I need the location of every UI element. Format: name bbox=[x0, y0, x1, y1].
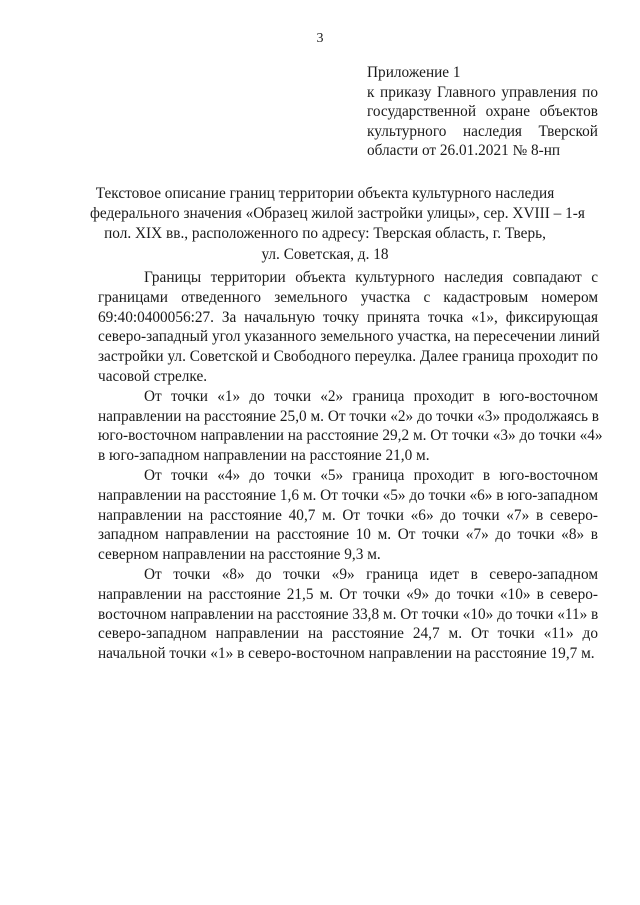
appendix-line: государственной охране объектов bbox=[367, 103, 598, 121]
text-line: направлении на расстояние 25,0 м. От точки «2» до точки «3» продолжаясь в bbox=[98, 407, 600, 425]
text-line: северо-западный угол указанного земельного участка, на пересечении линий bbox=[98, 328, 600, 346]
text-line: юго-восточном направлении на расстояние 29,2 м. От точки «3» до точки «4» bbox=[98, 427, 603, 445]
page-number: 3 bbox=[316, 31, 324, 46]
document-body bbox=[98, 268, 603, 664]
appendix-line: Приложение 1 bbox=[367, 64, 461, 81]
title-line: пол. XIX вв., расположенного по адресу: Тверская область, г. Тверь, bbox=[104, 225, 546, 243]
text-line: часовой стрелке. bbox=[98, 367, 208, 385]
text-line: От точки «1» до точки «2» граница проходит в юго-восточном bbox=[144, 387, 598, 405]
text-line: От точки «4» до точки «5» граница проходит в юго-восточном bbox=[144, 466, 598, 484]
document-title bbox=[90, 184, 585, 265]
text-line: 69:40:0400056:27. За начальную точку принята точка «1», фиксирующая bbox=[98, 308, 598, 326]
paragraph-points-8-1 bbox=[98, 565, 598, 664]
text-line: северо-западном направлении на расстояние 24,7 м. От точки «11» до bbox=[98, 625, 598, 643]
title-line: федерального значения «Образец жилой застройки улицы», сер. XVIII – 1-я bbox=[90, 205, 585, 223]
text-line: От точки «8» до точки «9» граница идет в северо-западном bbox=[144, 565, 598, 583]
title-line: ул. Советская, д. 18 bbox=[261, 245, 389, 263]
text-line: Границы территории объекта культурного наследия совпадают с bbox=[144, 269, 598, 286]
text-line: северном направлении на расстояние 9,3 м. bbox=[98, 546, 381, 564]
text-line: направлении на расстояние 40,7 м. От точки «6» до точки «7» в северо- bbox=[98, 506, 598, 524]
appendix-block bbox=[367, 63, 598, 161]
text-line: западном направлении на расстояние 10 м. От точки «7» до точки «8» в bbox=[98, 526, 598, 544]
paragraph-points-4-8 bbox=[98, 466, 598, 565]
text-line: восточном направлении на расстояние 33,8 м. От точки «10» до точки «11» в bbox=[98, 605, 599, 623]
text-line: направлении на расстояние 1,6 м. От точки «5» до точки «6» в юго-западном bbox=[98, 486, 598, 504]
paragraph-points-1-4 bbox=[98, 387, 603, 466]
appendix-line: культурного наследия Тверской bbox=[367, 122, 598, 140]
appendix-line: области от 26.01.2021 № 8-нп bbox=[367, 142, 561, 160]
text-line: застройки ул. Советской и Свободного переулка. Далее граница проходит по bbox=[98, 348, 598, 366]
title-line: Текстовое описание границ территории объекта культурного наследия bbox=[95, 185, 555, 202]
text-line: в юго-западном направлении на расстояние 21,0 м. bbox=[98, 447, 430, 465]
text-line: направлении на расстояние 21,5 м. От точки «9» до точки «10» в северо- bbox=[98, 585, 598, 603]
text-line: границами отведенного земельного участка с кадастровым номером bbox=[98, 288, 598, 306]
paragraph-start-point bbox=[98, 268, 598, 387]
appendix-line: к приказу Главного управления по bbox=[367, 83, 598, 101]
text-line: начальной точки «1» в северо-восточном направлении на расстояние 19,7 м. bbox=[98, 645, 595, 663]
